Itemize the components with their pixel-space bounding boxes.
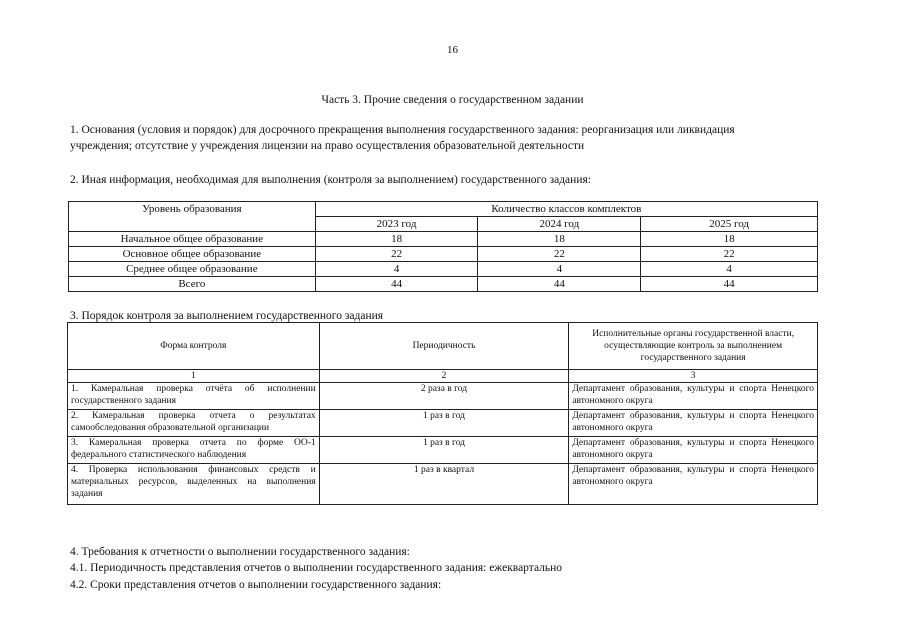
col-level-header: Уровень образования	[69, 202, 316, 232]
table-row	[68, 437, 818, 464]
cell-value: 4	[641, 262, 818, 277]
item1-line1: 1. Основания (условия и порядок) для досрочного прекращения выполнения государственного задания: реорганизация или ликвидация	[70, 124, 735, 136]
section-title: Часть 3. Прочие сведения о государственном задании	[321, 94, 584, 106]
control-organ: Департамент образования, культуры и спорта Ненецкого автономного округа	[569, 464, 818, 505]
item42-text: 4.2. Сроки представления отчетов о выполнении государственного задания:	[70, 579, 442, 591]
control-period: 2 раза в год	[319, 383, 569, 410]
control-period: 1 раз в год	[319, 437, 569, 464]
header-form: Форма контроля	[68, 323, 320, 370]
cell-value: 18	[641, 232, 818, 247]
col-number: 1	[68, 370, 320, 383]
col-group-header: Количество классов комплектов	[315, 202, 817, 217]
year-header: 2025 год	[641, 217, 818, 232]
table-row	[69, 247, 818, 262]
row-label: Среднее общее образование	[69, 262, 316, 277]
col-number: 3	[569, 370, 818, 383]
item4-text: 4. Требования к отчетности о выполнении государственного задания:	[70, 546, 410, 558]
item3-text: 3. Порядок контроля за выполнением государственного задания	[70, 310, 384, 322]
control-form: 3. Камеральная проверка отчета по форме ОО-1 федерального статистического наблюдения	[68, 437, 320, 464]
cell-value: 22	[315, 247, 478, 262]
header-period: Периодичность	[319, 323, 569, 370]
control-form: 2. Камеральная проверка отчета о результатах самообследования образовательной организации	[68, 410, 320, 437]
class-count-table	[68, 201, 818, 292]
page-number: 16	[447, 44, 458, 56]
table-row	[69, 277, 818, 292]
table-row	[68, 383, 818, 410]
cell-value: 4	[315, 262, 478, 277]
item2-text: 2. Иная информация, необходимая для выполнения (контроля за выполнением) государственного задания:	[70, 174, 591, 186]
cell-value: 18	[478, 232, 641, 247]
year-header: 2023 год	[315, 217, 478, 232]
header-organ: Исполнительные органы государственной власти, осуществляющие контроль за выполнением государственного задания	[569, 323, 818, 370]
control-table	[67, 322, 818, 505]
cell-value: 18	[315, 232, 478, 247]
item1-line2: учреждения; отсутствие у учреждения лицензии на право осуществления образовательной деятельности	[70, 140, 585, 152]
control-period: 1 раз в год	[319, 410, 569, 437]
cell-value: 22	[478, 247, 641, 262]
row-label: Основное общее образование	[69, 247, 316, 262]
row-label: Начальное общее образование	[69, 232, 316, 247]
col-number: 2	[319, 370, 569, 383]
table-row	[68, 464, 818, 505]
cell-value: 4	[478, 262, 641, 277]
control-organ: Департамент образования, культуры и спорта Ненецкого автономного округа	[569, 383, 818, 410]
cell-value: 44	[641, 277, 818, 292]
control-organ: Департамент образования, культуры и спорта Ненецкого автономного округа	[569, 437, 818, 464]
control-form: 1. Камеральная проверка отчёта об исполнении государственного задания	[68, 383, 320, 410]
control-period: 1 раз в квартал	[319, 464, 569, 505]
control-form: 4. Проверка использования финансовых средств и материальных ресурсов, выделенных на выполнения задания	[68, 464, 320, 505]
table-row	[68, 410, 818, 437]
cell-value: 44	[478, 277, 641, 292]
row-label: Всего	[69, 277, 316, 292]
cell-value: 44	[315, 277, 478, 292]
table-row	[69, 262, 818, 277]
control-organ: Департамент образования, культуры и спорта Ненецкого автономного округа	[569, 410, 818, 437]
item41-text: 4.1. Периодичность представления отчетов о выполнении государственного задания: ежеквартально	[70, 562, 563, 574]
year-header: 2024 год	[478, 217, 641, 232]
table-row	[69, 232, 818, 247]
cell-value: 22	[641, 247, 818, 262]
